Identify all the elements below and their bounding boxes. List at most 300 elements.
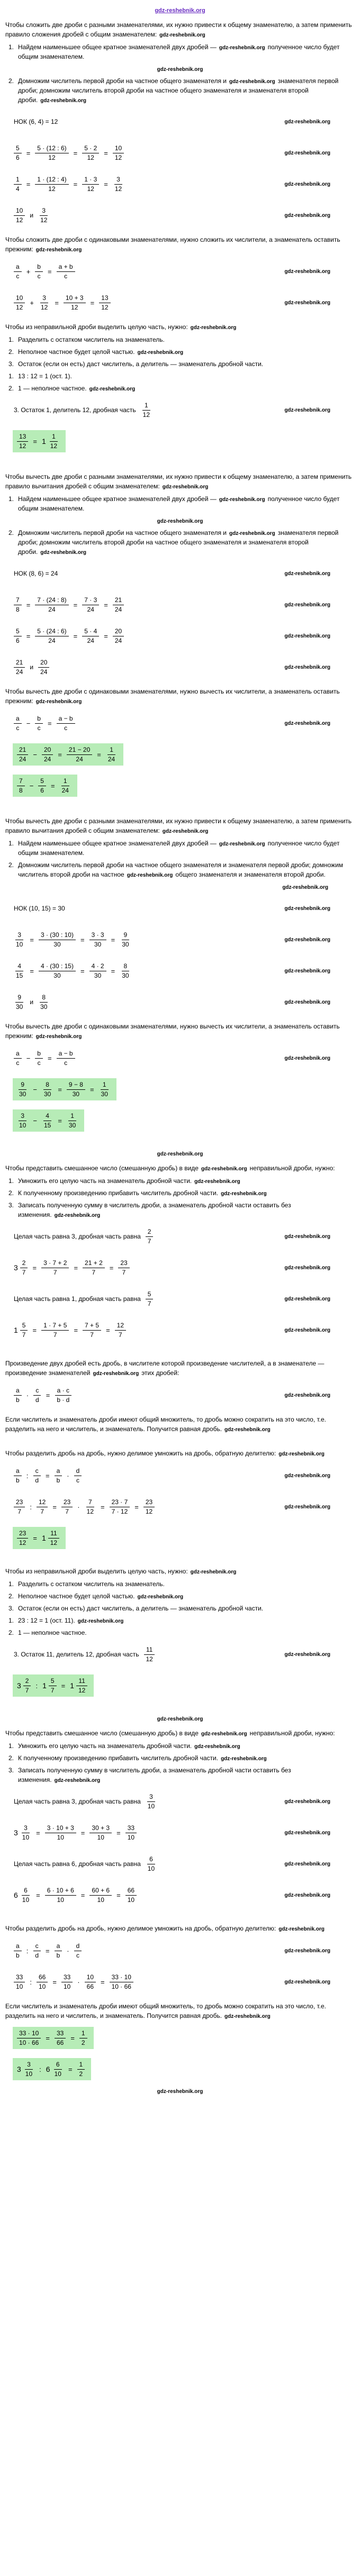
fraction-numerator: 7 · (24 : 8) [35,596,68,605]
text-run: полученное число будет общим знаменателем. [18,840,340,857]
list-number: 1. [8,1177,14,1185]
fraction-denominator: 2 [81,2038,85,2046]
fraction-denominator: 10 [25,2070,33,2078]
watermark-text: gdz-reshebnik.org [219,841,265,847]
paragraph [5,1728,355,1738]
watermark-text: gdz-reshebnik.org [284,150,330,156]
fraction-denominator: 24 [76,755,83,763]
equation-text: и [30,212,34,219]
text-run: Домножим числитель первой дроби на частное общего знаменателя и [18,529,227,536]
fraction-denominator: 7 [22,1331,26,1339]
fraction-denominator: d [35,1396,39,1404]
fraction-numerator: b [35,715,43,723]
fraction-denominator: 10 [127,1896,135,1904]
fraction-denominator: 7 [65,1507,69,1515]
fraction [38,659,49,676]
fraction-numerator: 5 [14,144,22,153]
fraction-numerator: 1 [68,1112,76,1121]
text-run: Записать полученную сумму в числитель дроби, а знаменатель дробной части оставить без изменения. [18,1201,291,1218]
operator: = [104,149,108,157]
list-item [8,1765,355,1785]
text-run: Чтобы разделить дробь на дробь, нужно делимое умножить на дробь, обратную делителю: [5,1450,276,1457]
text-run: неправильной дроби, нужно: [249,1164,335,1172]
operator: = [47,719,52,727]
fraction [57,263,75,280]
list-number: 2. [8,77,14,85]
fraction-numerator: 1 · 3 [82,176,99,184]
fraction-denominator: 24 [43,755,51,763]
text-run: знаменателя первой дроби; домножим числитель второй дроби на частное общего знаменателя и знаменателя второй дроби. [18,77,339,104]
fraction-numerator: 5 [146,1290,154,1299]
equation [13,1971,138,1992]
list-item-text [18,384,355,393]
watermark-text: gdz-reshebnik.org [137,1594,184,1600]
fraction-numerator: a − b [57,715,75,723]
fraction-denominator: 10 [38,1982,46,1990]
watermark-text: gdz-reshebnik.org [278,1926,325,1932]
fraction-denominator: 24 [114,605,122,613]
fraction-numerator: a [14,1942,22,1951]
fraction-denominator: 24 [87,636,94,644]
equation-row [13,1285,355,1313]
fraction [146,1855,157,1872]
equation [13,568,62,579]
highlighted-result [13,1109,84,1132]
equation-row [13,1461,355,1490]
equation-row [13,1524,355,1552]
fraction [45,1887,76,1904]
whole-part: 1 [70,1681,74,1690]
fraction-numerator: 33 [55,2029,66,2038]
text-run: Неполное частное будет целой частью. [18,1592,135,1600]
mixed-number [14,1887,31,1904]
fraction-numerator: 3 [25,2061,33,2069]
watermark-text: gdz-reshebnik.org [284,1233,330,1240]
operator: = [26,149,31,157]
fraction-numerator: 21 [14,659,25,667]
fraction-denominator: 24 [48,605,56,613]
text-run: Чтобы вычесть две дроби с разными знаменателями, их нужно привести к общему знаменателю, а затем применить правило вычитания дробей с общим знаменателем: [5,817,352,834]
equation-row [13,257,355,286]
equation-row [13,1253,355,1282]
fraction [82,144,99,161]
watermark-text: gdz-reshebnik.org [190,325,237,331]
text-run: 1 — неполное частное. [18,385,87,392]
operator: = [32,1326,37,1334]
fraction-numerator: 5 · (12 : 6) [35,144,68,153]
watermark-text: gdz-reshebnik.org [284,1327,330,1333]
fraction-denominator: 12 [87,153,94,161]
mixed-number [42,433,59,450]
fraction [74,1942,82,1959]
equation-text: НОК (8, 6) = 24 [14,570,58,577]
equation-row [13,170,355,198]
operator: = [46,1391,50,1399]
spacer [5,803,355,811]
fraction-denominator: 12 [87,185,94,193]
text-run: Чтобы сложить две дроби с разными знаменателями, их нужно привести к общему знаменателю, а затем применить правило сложения дробей с общим знаменателем: [5,21,352,38]
fraction [64,294,86,311]
fraction [52,2061,64,2078]
list-item [8,347,355,357]
fraction [113,176,124,193]
fraction [83,1259,105,1276]
fraction-numerator: 3 [147,1793,155,1801]
fraction [42,1081,53,1098]
operator: = [50,781,55,790]
text-run: Чтобы разделить дробь на дробь, нужно делимое умножить на дробь, обратную делителю: [5,1925,276,1932]
fraction-denominator: 7 [40,1507,44,1515]
fraction-denominator: 7 [90,1331,94,1339]
list-item-text [18,494,355,513]
equation-row [13,894,355,923]
fraction [14,931,25,948]
fraction [35,176,68,193]
fraction-numerator: 2 [23,1677,31,1686]
equation-row [13,1818,355,1847]
equation-text: и [30,663,34,671]
fraction [67,746,92,763]
fraction-numerator: 6 · 10 + 6 [45,1887,76,1895]
watermark-text: gdz-reshebnik.org [284,1651,330,1658]
fraction [14,1973,25,1990]
equation [13,142,128,163]
mixed-number [42,1677,56,1694]
fraction-numerator: 3 [114,176,122,184]
fraction [14,1942,22,1959]
fraction [14,263,22,280]
fraction [23,1677,31,1694]
paragraph [5,2001,355,2020]
equation [13,1288,157,1309]
text-run: Чтобы представить смешанное число (смешанную дробь) в виде [5,1164,199,1172]
fraction [89,1824,112,1841]
list-item [8,1753,355,1763]
equation-row [13,1075,355,1104]
fraction-denominator: 2 [79,2070,83,2078]
fraction [33,1467,41,1484]
fraction-numerator: 7 · 3 [82,596,99,605]
text-run: К полученному произведению прибавить числитель дробной части. [18,1189,219,1197]
watermark-text: gdz-reshebnik.org [190,1569,237,1575]
fraction-denominator: 30 [16,1003,23,1011]
fraction-denominator: c [37,1059,41,1067]
operator: = [73,600,78,609]
list-number: 1. [8,43,14,51]
list-item-text [18,1200,355,1219]
fraction-numerator: 23 [14,1498,25,1507]
fraction-denominator: 8 [16,605,20,613]
fraction-denominator: 30 [19,1090,26,1098]
fraction-denominator: 15 [43,1121,51,1129]
fraction [35,1050,43,1067]
operator: = [111,967,115,975]
paragraph [5,1163,355,1173]
equation-row [13,1381,355,1409]
fraction [33,1387,41,1404]
fraction [61,1973,73,1990]
operator: − [33,1116,37,1125]
equation [13,1319,130,1341]
list-number: 1. [8,840,14,847]
fraction-denominator: 7 [53,1331,57,1339]
watermark-text: gdz-reshebnik.org [284,936,330,943]
fraction-numerator: 30 + 3 [89,1824,112,1833]
fraction-numerator: c [33,1387,41,1395]
watermark-text: gdz-reshebnik.org [284,664,330,670]
fraction-numerator: 3 [40,207,48,215]
spacer [5,1555,355,1561]
list-item-text [18,1188,355,1198]
fraction-numerator: 3 [22,1824,30,1833]
operator: = [80,1828,85,1837]
fraction-numerator: a [14,1050,22,1058]
operator: = [68,2065,73,2073]
fraction-numerator: 7 [17,777,25,786]
watermark-text: gdz-reshebnik.org [224,2014,271,2019]
fraction [38,207,49,224]
operator: = [46,2034,50,2042]
operator: = [58,1116,62,1125]
operator: − [26,719,31,727]
operator: = [36,1891,40,1899]
fraction-numerator: 11 [48,1530,59,1538]
fraction-numerator: 1 [50,433,58,441]
fraction [42,746,53,763]
fraction-numerator: 2 [20,1259,28,1268]
equation [13,929,136,950]
fraction [115,1322,126,1339]
equation-row [13,925,355,954]
fraction [17,1530,28,1546]
equation [13,1257,134,1278]
fraction-denominator: 10 · 66 [111,1982,131,1990]
watermark-text: gdz-reshebnik.org [284,1392,330,1398]
list-item-text [18,335,355,344]
equation [13,625,128,647]
fraction [14,659,25,676]
operator: = [46,1946,50,1955]
fraction [125,1887,137,1904]
fraction-numerator: 1 [142,402,150,410]
spacer [5,1437,355,1443]
fraction-denominator: 10 [147,1864,155,1872]
list-item-text [18,860,355,879]
equation [13,1385,76,1406]
fraction-denominator: 12 [142,411,150,418]
equation-row [13,288,355,317]
fraction [74,1467,82,1484]
fraction-denominator: c [16,1059,20,1067]
list-item [8,1200,355,1219]
operator: : [39,2065,41,2073]
fraction-denominator: 12 [114,185,122,193]
equation-row [13,1671,355,1700]
fraction-denominator: 12 [50,1539,58,1546]
fraction [49,1677,57,1694]
fraction-denominator: 7 · 12 [111,1507,128,1515]
fraction [33,1942,41,1959]
fraction [35,263,43,280]
equation-row [13,622,355,650]
text-run: Найдем наименьшее общее кратное знаменателей двух дробей — [18,43,217,51]
fraction-numerator: 6 [22,1887,30,1895]
operator: = [116,1828,121,1837]
fraction-numerator: 33 [125,1824,137,1833]
operator: : [35,1681,38,1690]
operator: = [109,1263,114,1272]
operator: = [90,298,95,307]
top-watermark-row [5,5,355,15]
list-item-text [18,42,355,61]
fraction [57,1050,75,1067]
watermark-text: gdz-reshebnik.org [194,1744,240,1750]
fraction [38,777,46,794]
fraction [17,777,25,794]
paragraph [5,1359,355,1378]
operator: = [80,1891,85,1899]
operator: · [26,1391,29,1399]
fraction-numerator: 1 [77,2061,85,2069]
equation-text: Целая часть равна 3, дробная часть равна [14,1798,141,1805]
fraction-denominator: c [37,724,41,732]
fraction-denominator: b [56,1951,60,1959]
fraction [67,1112,78,1129]
list-number: 3. [8,1201,14,1209]
fraction [113,144,124,161]
mixed-number [14,1824,31,1841]
watermark-text: gdz-reshebnik.org [284,1472,330,1479]
list-item-text [18,1579,355,1589]
paragraph [5,472,355,491]
watermark-text: gdz-reshebnik.org [159,32,205,38]
fraction-denominator: 12 [48,185,56,193]
fraction [55,1467,62,1484]
operator: = [52,1978,57,1986]
list-number: 1. [8,1742,14,1750]
fraction-denominator: c [76,1951,79,1959]
fraction [79,2029,87,2046]
equation [13,594,128,615]
fraction-denominator: b · d [57,1396,70,1404]
equation [13,1791,161,1812]
fraction [82,176,99,193]
operator: = [47,267,52,276]
fraction [48,1530,59,1546]
fraction-denominator: 8 [19,786,23,794]
fraction [146,1290,154,1307]
watermark-text: gdz-reshebnik.org [284,1892,330,1898]
highlighted-result [13,1527,66,1549]
text-run: полученное число будет общим знаменателем. [18,43,340,60]
fraction-numerator: 8 [122,962,130,971]
watermark-text: gdz-reshebnik.org [284,1296,330,1302]
text-run: Домножим числитель первой дроби на частное общего знаменателя и знаменателя первой дроби; домножим числитель второй дроби на частное [18,861,344,878]
fraction-denominator: 12 [101,303,109,311]
fraction-numerator: 10 + 3 [64,294,86,303]
fraction-numerator: 7 [86,1498,94,1507]
text-run: Произведение двух дробей есть дробь, в числителе которой произведение числителей, а в знаменателе — произведение знаменателей [5,1360,325,1377]
fraction-numerator: 23 [17,1530,28,1538]
equation-row [13,709,355,738]
fraction-denominator: 7 [92,1268,96,1276]
equation-text: Целая часть равна 1, дробная часть равна [14,1295,141,1303]
paragraph [5,1415,355,1434]
text-run: Чтобы вычесть две дроби с одинаковыми знаменателями, нужно вычесть их числители, а знаменатель оставить прежним: [5,688,340,705]
fraction-numerator: 3 · 3 [89,931,106,940]
fraction-numerator: d [74,1467,82,1476]
watermark-text: gdz-reshebnik.org [284,570,330,577]
list-number: 2. [8,1754,14,1762]
watermark-text: gdz-reshebnik.org [201,1731,247,1737]
watermark-text: gdz-reshebnik.org [219,45,265,51]
operator: = [106,1326,110,1334]
list-item [8,42,355,61]
text-run: Чтобы представить смешанное число (смешанную дробь) в виде [5,1730,199,1737]
equation-text: Целая часть равна 6, дробная часть равна [14,1860,141,1868]
fraction [17,2029,41,2046]
equation-text: и [30,998,34,1006]
fraction-numerator: 21 [113,596,124,605]
watermark-text: gdz-reshebnik.org [284,905,330,912]
text-run: Умножить его целую часть на знаменатель дробной части. [18,1177,192,1185]
operator: = [26,632,31,640]
fraction-numerator: 1 · 7 + 5 [41,1322,69,1330]
fraction [113,596,124,613]
watermark-text: gdz-reshebnik.org [284,1979,330,1985]
list-item [8,1176,355,1186]
fraction [39,294,50,311]
fraction-numerator: 5 [49,1677,57,1686]
paragraph [5,322,355,332]
watermark-text: gdz-reshebnik.org [229,531,275,536]
fraction-denominator: 7 [147,1237,151,1245]
equation-row [13,107,355,136]
equation-row [13,1936,355,1965]
fraction-numerator: 5 [38,777,46,786]
fraction-numerator: 5 [14,627,22,636]
fraction [146,1793,157,1810]
fraction-denominator: 30 [68,1121,76,1129]
watermark-text: gdz-reshebnik.org [284,720,330,726]
equation [13,960,136,981]
fraction [55,1942,62,1959]
fraction [39,931,76,948]
fraction [14,715,22,732]
fraction-numerator: 60 + 6 [89,1887,112,1895]
fraction-denominator: b [16,1951,20,1959]
fraction-numerator: 9 [15,994,23,1002]
fraction-denominator: b [16,1396,20,1404]
fraction-numerator: 66 [37,1973,48,1982]
text-run: 23 : 12 = 1 (ост. 11). [18,1617,75,1624]
fraction-denominator: 30 [94,971,102,979]
highlighted-result [13,1674,94,1697]
fraction-numerator: 10 [113,144,124,153]
watermark-text: gdz-reshebnik.org [137,350,184,356]
list-number: 3. [8,1767,14,1774]
list-item [8,1628,355,1637]
fraction [89,962,106,979]
fraction-numerator: a + b [57,263,75,271]
equation-row [13,2055,355,2083]
fraction-numerator: a [14,263,22,271]
fraction-numerator: 6 [54,2061,62,2069]
top-watermark-link[interactable]: gdz-reshebnik.org [155,7,205,14]
operator: = [73,632,78,640]
mixed-number [14,1322,28,1339]
equation [13,1644,159,1665]
